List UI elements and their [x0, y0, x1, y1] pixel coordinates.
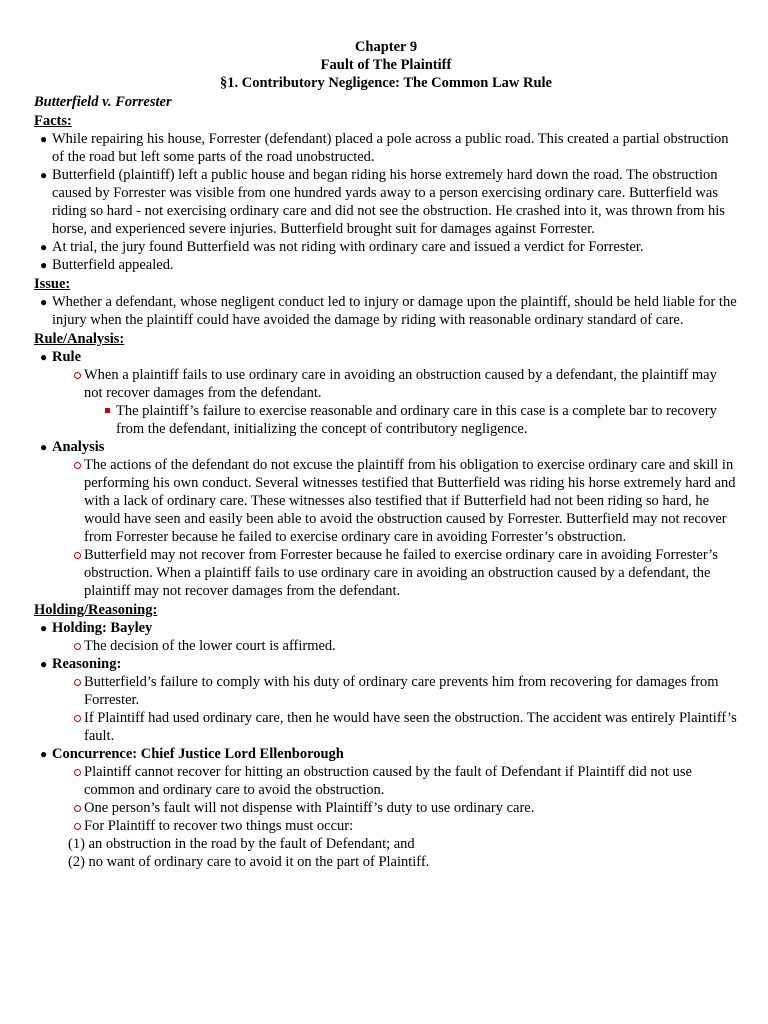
- list-item: For Plaintiff to recover two things must occur:: [68, 817, 738, 835]
- list-item: The decision of the lower court is affirmed.: [68, 637, 738, 655]
- bullet-icon: ●: [40, 132, 48, 146]
- circle-bullet-icon: [74, 372, 81, 379]
- holding-label: Holding: Bayley: [52, 620, 153, 636]
- condition-2: (2) no want of ordinary care to avoid it on the part of Plaintiff.: [68, 854, 430, 870]
- circle-bullet-icon: [74, 643, 81, 650]
- circle-bullet-icon: [74, 805, 81, 812]
- list-item: ● Butterfield appealed.: [40, 257, 174, 273]
- bullet-icon: ●: [40, 295, 48, 309]
- list-item: ● At trial, the jury found Butterfield was not riding with ordinary care and issued a verdict for Forrester.: [40, 239, 644, 255]
- list-item: ● Butterfield (plaintiff) left a public house and began riding his horse extremely hard down the road. The obstruction caused by Forrester was visible from one hundred yards away to a person exercising ordinary care. Butterfield was riding so hard - not exercising ordinary care and did not see the obstruction. He crashed into it, was thrown from his horse, and experienced severe injuries. Butterfield brought suit for damages against Forrester.: [40, 167, 725, 237]
- list-item: If Plaintiff had used ordinary care, then he would have seen the obstruction. The accident was entirely Plaintiff’s fault.: [68, 709, 738, 745]
- circle-bullet-icon: [74, 552, 81, 559]
- rule-label: Rule: [52, 349, 81, 365]
- chapter-title: Fault of The Plaintiff: [320, 57, 452, 73]
- concurrence-item: [34, 745, 738, 835]
- reasoning-item: [34, 655, 738, 745]
- circle-bullet-icon: [74, 715, 81, 722]
- list-item: One person’s fault will not dispense with Plaintiff’s duty to use ordinary care.: [68, 799, 738, 817]
- holding-reasoning-heading: Holding/Reasoning:: [34, 602, 158, 618]
- analysis-label: Analysis: [52, 439, 105, 455]
- list-item: Butterfield’s failure to comply with his duty of ordinary care prevents him from recovering for damages from Forrester.: [68, 673, 738, 709]
- case-name: Butterfield v. Forrester: [34, 94, 172, 110]
- bullet-icon: ●: [40, 258, 48, 272]
- reasoning-label: Reasoning:: [52, 656, 122, 672]
- holding-item: [34, 619, 738, 655]
- circle-bullet-icon: [74, 823, 81, 830]
- rule-analysis-list: [34, 348, 738, 600]
- analysis-item: [34, 438, 738, 600]
- issue-heading: Issue:: [34, 276, 71, 292]
- bullet-icon: ●: [40, 747, 48, 761]
- list-item: When a plaintiff fails to use ordinary care in avoiding an obstruction caused by a defendant, the plaintiff may not recover damages from the defendant. The plaintiff’s failure to exercise reasonable and ordinary care in this case is a complete bar to recovery from the defendant, initializing the concept of contributory negligence.: [68, 366, 738, 438]
- circle-bullet-icon: [74, 679, 81, 686]
- chapter-heading: Chapter 9: [354, 39, 418, 55]
- bullet-icon: ●: [40, 621, 48, 635]
- bullet-icon: ●: [40, 350, 48, 364]
- rule-item: [34, 348, 738, 438]
- list-item: Plaintiff cannot recover for hitting an obstruction caused by the fault of Defendant if Plaintiff did not use common and ordinary care to avoid the obstruction.: [68, 763, 738, 799]
- bullet-icon: ●: [40, 440, 48, 454]
- facts-heading: Facts:: [34, 113, 72, 129]
- rule-analysis-heading: Rule/Analysis:: [34, 331, 125, 347]
- bullet-icon: ●: [40, 240, 48, 254]
- circle-bullet-icon: [74, 769, 81, 776]
- list-item: The actions of the defendant do not excuse the plaintiff from his obligation to exercise ordinary care and skill in performing his own conduct. Several witnesses testified that Butterfield was riding his horse extremely hard and with a lack of ordinary care. These witnesses also testified that if Butterfield had not been riding so hard, he would have seen and easily been able to avoid the obstruction caused by Forrester. Butterfield may not recover from Forrester because he failed to exercise ordinary care in avoiding Forrester’s obstruction.: [68, 456, 738, 546]
- list-item: ● While repairing his house, Forrester (defendant) placed a pole across a public road. This created a partial obstruction of the road but left some parts of the road unobstructed.: [40, 131, 729, 165]
- bullet-icon: ●: [40, 657, 48, 671]
- square-bullet-icon: [105, 408, 110, 413]
- list-item: The plaintiff’s failure to exercise reasonable and ordinary care in this case is a complete bar to recovery from the defendant, initializing the concept of contributory negligence.: [102, 402, 738, 438]
- list-item: ● Whether a defendant, whose negligent conduct led to injury or damage upon the plaintiff, should be held liable for the injury when the plaintiff could have avoided the damage by riding with reasonable ordinary standard of care.: [40, 294, 737, 328]
- holding-reasoning-list: [34, 619, 738, 835]
- concurrence-label: Concurrence: Chief Justice Lord Ellenborough: [52, 746, 344, 762]
- issue-list: [34, 293, 738, 329]
- circle-bullet-icon: [74, 462, 81, 469]
- condition-1: (1) an obstruction in the road by the fault of Defendant; and: [68, 836, 415, 852]
- bullet-icon: ●: [40, 168, 48, 182]
- list-item: Butterfield may not recover from Forrester because he failed to exercise ordinary care in avoiding Forrester’s obstruction. When a plaintiff fails to use ordinary care in avoiding an obstruction caused by a defendant, the plaintiff may not recover damages from the defendant.: [68, 546, 738, 600]
- document-page: [34, 38, 738, 871]
- section-title: §1. Contributory Negligence: The Common Law Rule: [219, 75, 552, 91]
- facts-list: [34, 130, 738, 274]
